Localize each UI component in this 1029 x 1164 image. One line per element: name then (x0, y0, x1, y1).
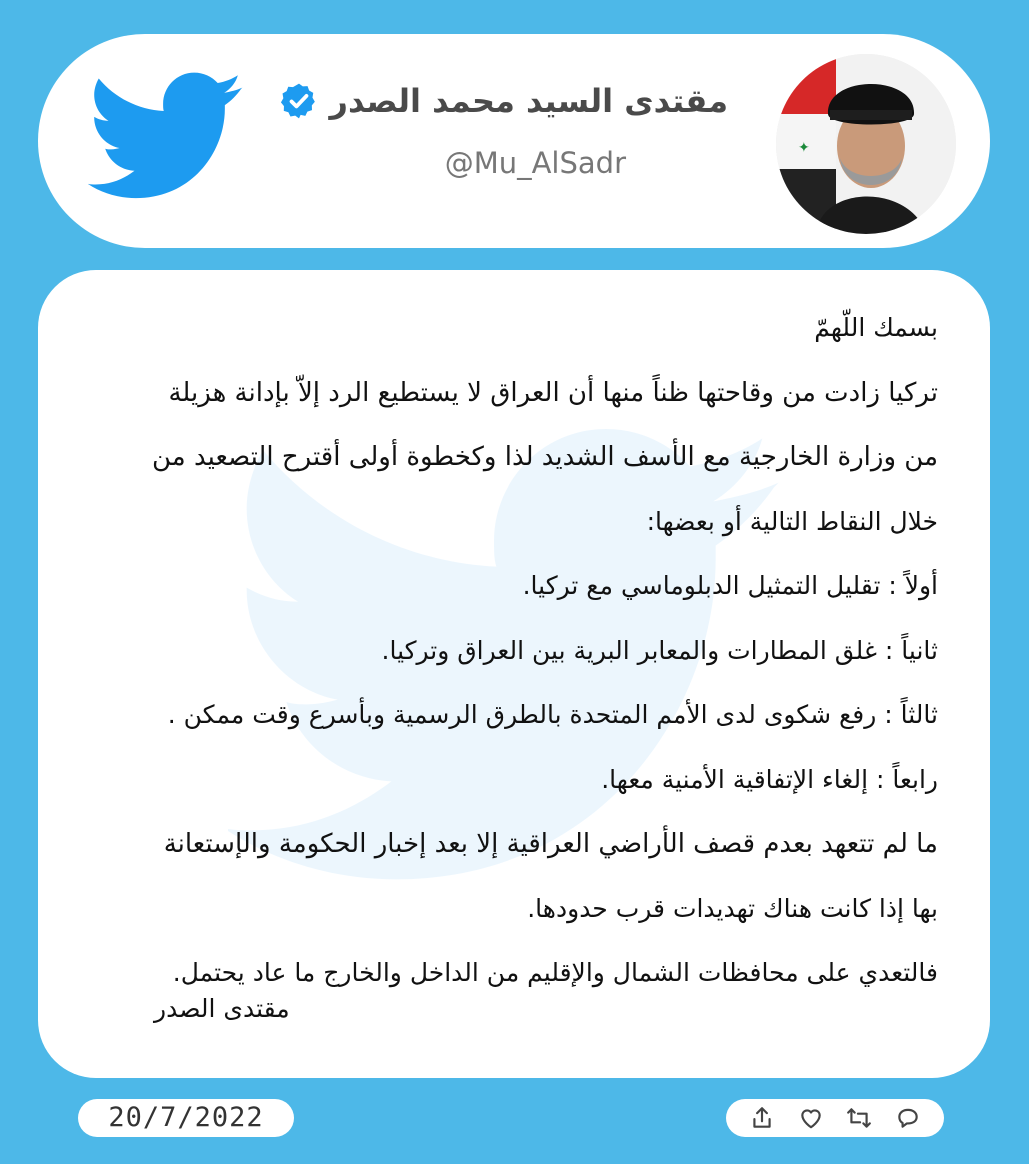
twitter-bird-icon (88, 72, 246, 202)
tweet-line-point-4: رابعاً : إلغاء الإتفاقية الأمنية معها. (601, 764, 938, 794)
svg-text:✦: ✦ (798, 140, 810, 156)
profile-name[interactable]: مقتدى السيد محمد الصدر (329, 82, 728, 120)
share-icon[interactable] (749, 1105, 775, 1131)
tweet-body-card (38, 270, 990, 1078)
tweet-line: بها إذا كانت هناك تهديدات قرب حدودها. (527, 893, 938, 923)
reply-icon[interactable] (895, 1105, 921, 1131)
tweet-line-point-3: ثالثاً : رفع شكوى لدى الأمم المتحدة بالطرق الرسمية وبأسرع وقت ممكن . (167, 700, 938, 729)
avatar-portrait-image (776, 54, 956, 234)
tweet-line: فالتعدي على محافظات الشمال والإقليم من الداخل والخارج ما عاد يحتمل. (172, 958, 938, 987)
tweet-date: 20/7/2022 (78, 1099, 294, 1137)
avatar[interactable] (776, 54, 956, 234)
profile-handle[interactable]: @Mu_AlSadr (444, 146, 626, 180)
tweet-line: تركيا زادت من وقاحتها ظناً منها أن العراق لا يستطيع الرد إلاّ بإدانة هزيلة (168, 377, 938, 408)
tweet-line-greeting: بسمك اللّهمّ (814, 313, 938, 342)
tweet-text (70, 296, 938, 1006)
profile-header-card (38, 34, 990, 248)
tweet-actions-bar (726, 1099, 944, 1137)
like-icon[interactable] (798, 1105, 824, 1131)
tweet-line: من وزارة الخارجية مع الأسف الشديد لذا وكخطوة أولى أقترح التصعيد من (152, 442, 938, 472)
tweet-line-point-2: ثانياً : غلق المطارات والمعابر البرية بين العراق وتركيا. (381, 635, 938, 665)
tweet-line: خلال النقاط التالية أو بعضها: (646, 506, 938, 536)
tweet-signature: مقتدى الصدر (154, 994, 290, 1023)
profile-name-row (280, 82, 728, 120)
tweet-line: ما لم تتعهد بعدم قصف الأراضي العراقية إلا بعد إخبار الحكومة والإستعانة (163, 829, 938, 859)
retweet-icon[interactable] (846, 1105, 872, 1131)
tweet-line-point-1: أولاً : تقليل التمثيل الدبلوماسي مع تركيا. (522, 571, 938, 600)
verified-badge-icon (280, 82, 318, 120)
